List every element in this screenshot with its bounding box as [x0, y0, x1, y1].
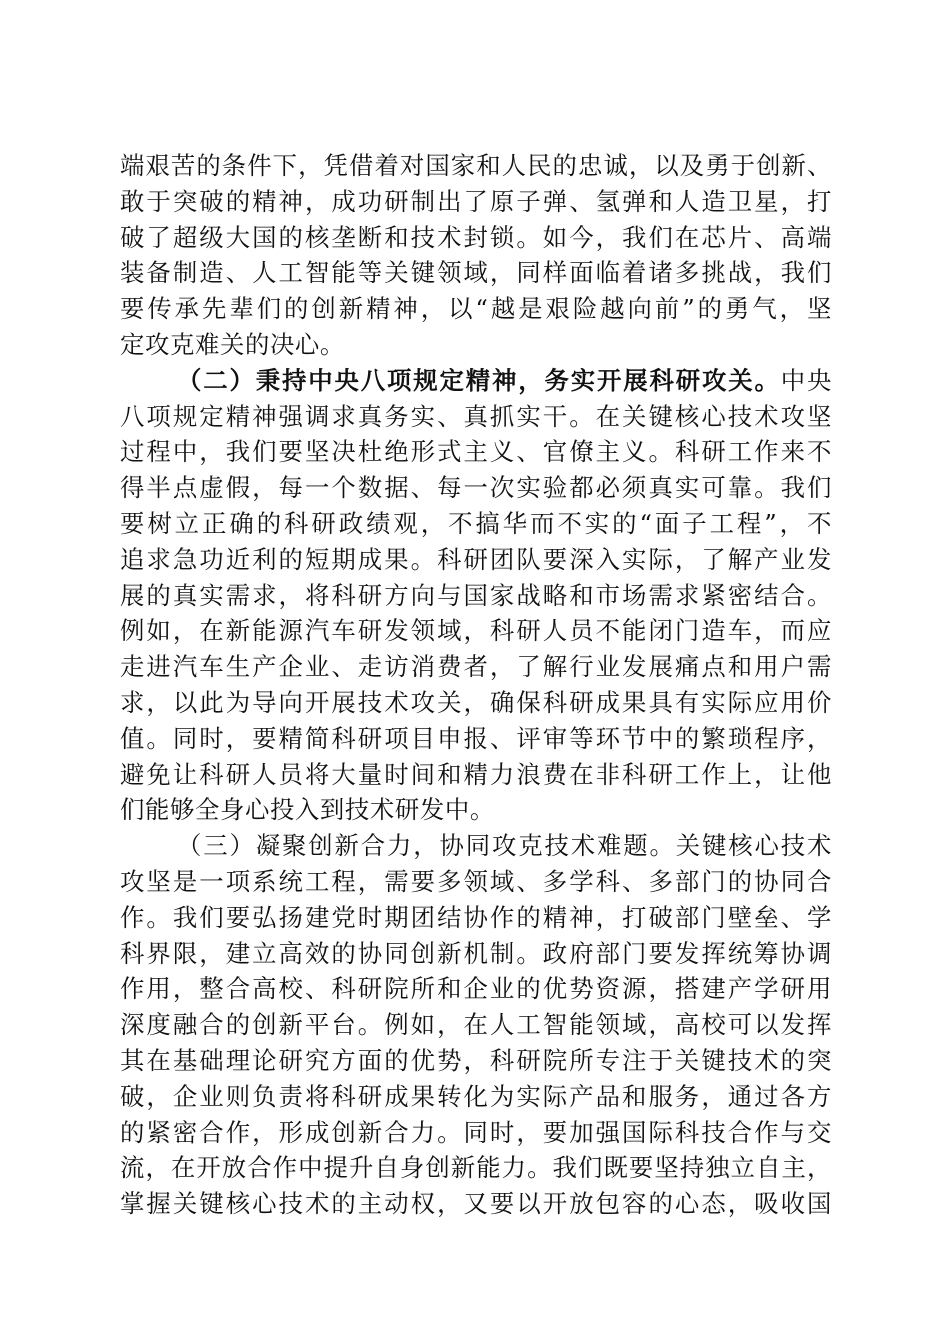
- text-line: 科界限，建立高效的协同创新机制。政府部门要发挥统筹协调: [120, 938, 832, 968]
- text-line: 八项规定精神强调求真务实、真抓实干。在关键核心技术攻坚: [120, 401, 832, 431]
- paragraph-section-three: [120, 828, 832, 1222]
- text-line: 过程中，我们要坚决杜绝形式主义、官僚主义。科研工作来不: [120, 437, 832, 467]
- text-line: 要传承先辈们的创新精神，以“越是艰险越向前”的勇气，坚: [120, 294, 832, 324]
- text-line: 其在基础理论研究方面的优势，科研院所专注于关键技术的突: [120, 1045, 832, 1075]
- text-line: 深度融合的创新平台。例如，在人工智能领域，高校可以发挥: [120, 1010, 832, 1040]
- text-line: 破，企业则负责将科研成果转化为实际产品和服务，通过各方: [120, 1081, 832, 1111]
- text-line: 掌握关键核心技术的主动权，又要以开放包容的心态，吸收国: [120, 1189, 832, 1219]
- text-line: 流，在开放合作中提升自身创新能力。我们既要坚持独立自主，: [120, 1153, 832, 1183]
- text-line: 们能够全身心投入到技术研发中。: [120, 795, 495, 825]
- text-line: 值。同时，要精简科研项目申报、评审等环节中的繁琐程序，: [120, 723, 832, 753]
- text-line: 攻坚是一项系统工程，需要多领域、多学科、多部门的协同合: [120, 866, 832, 896]
- section-heading-rest: 中央: [780, 365, 832, 395]
- text-line: 破了超级大国的核垄断和技术封锁。如今，我们在芯片、高端: [120, 222, 832, 252]
- text-line: 展的真实需求，将科研方向与国家战略和市场需求紧密结合。: [120, 580, 832, 610]
- text-line: 避免让科研人员将大量时间和精力浪费在非科研工作上，让他: [120, 759, 832, 789]
- text-line: 走进汽车生产企业、走访消费者，了解行业发展痛点和用户需: [120, 652, 832, 682]
- body-text: [120, 148, 832, 1222]
- text-line-first: （三）凝聚创新合力，协同攻克技术难题。关键核心技术: [177, 831, 832, 861]
- text-line: 得半点虚假，每一个数据、每一次实验都必须真实可靠。我们: [120, 473, 832, 503]
- text-line: 作用，整合高校、科研院所和企业的优势资源，搭建产学研用: [120, 974, 832, 1004]
- text-line: 的紧密合作，形成创新合力。同时，要加强国际科技合作与交: [120, 1117, 832, 1147]
- text-line-first: [120, 363, 832, 399]
- text-line: 追求急功近利的短期成果。科研团队要深入实际，了解产业发: [120, 544, 832, 574]
- text-line: 定攻克难关的决心。: [120, 329, 345, 359]
- text-line: 例如，在新能源汽车研发领域，科研人员不能闭门造车，而应: [120, 616, 832, 646]
- section-heading: （二）秉持中央八项规定精神，务实开展科研攻关。: [177, 365, 781, 395]
- text-line: 要树立正确的科研政绩观，不搞华而不实的“面子工程”，不: [120, 508, 832, 538]
- text-line: 求，以此为导向开展技术攻关，确保科研成果具有实际应用价: [120, 687, 832, 717]
- paragraph-continuation: [120, 148, 832, 363]
- text-line: 敢于突破的精神，成功研制出了原子弹、氢弹和人造卫星，打: [120, 186, 832, 216]
- text-line: 装备制造、人工智能等关键领域，同样面临着诸多挑战，我们: [120, 258, 832, 288]
- text-line: 作。我们要弘扬建党时期团结协作的精神，打破部门壁垒、学: [120, 902, 832, 932]
- paragraph-section-two: [120, 363, 832, 828]
- text-line: 端艰苦的条件下，凭借着对国家和人民的忠诚，以及勇于创新、: [120, 151, 832, 180]
